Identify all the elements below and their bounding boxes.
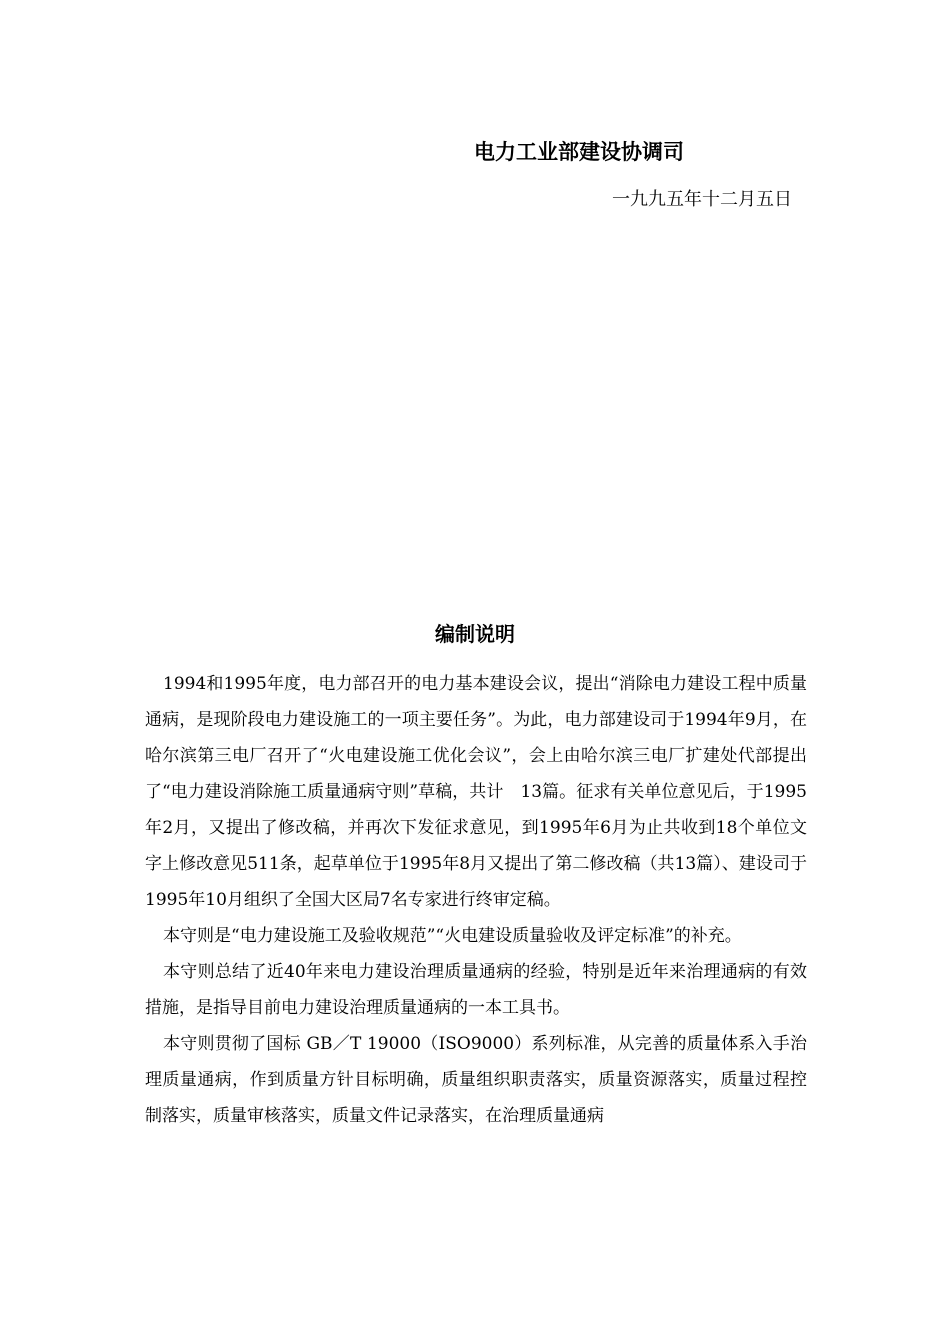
section-title: 编制说明 bbox=[435, 622, 515, 646]
issue-date: 一九九五年十二月五日 bbox=[612, 189, 792, 210]
section-body bbox=[145, 666, 807, 1134]
paragraph-4: 本守则贯彻了国标 GB／T 19000（ISO9000）系列标准，从完善的质量体系入手治理质量通病，作到质量方针目标明确，质量组织职责落实，质量资源落实，质量过程控制落实，质量审核落实，质量文件记录落实，在治理质量通病 bbox=[145, 1034, 807, 1126]
paragraph-3: 本守则总结了近40年来电力建设治理质量通病的经验，特别是近年来治理通病的有效措施，是指导目前电力建设治理质量通病的一本工具书。 bbox=[145, 962, 807, 1018]
paragraph-2: 本守则是“电力建设施工及验收规范”“火电建设质量验收及评定标准”的补充。 bbox=[163, 926, 742, 946]
paragraph-1: 1994和1995年度，电力部召开的电力基本建设会议，提出“消除电力建设工程中质量通病，是现阶段电力建设施工的一项主要任务”。为此，电力部建设司于1994年9月，在哈尔滨第三电厂召开了“火电建设施工优化会议”，会上由哈尔滨三电厂扩建处代部提出了“电力建设消除施工质量通病守则”草稿，共计 13篇。征求有关单位意见后，于1995年2月，又提出了修改稿，并再次下发征求意见，到1995年6月为止共收到18个单位文字上修改意见511条，起草单位于1995年8月又提出了第二修改稿（共13篇）、建设司于1995年10月组织了全国大区局7名专家进行终审定稿。 bbox=[145, 674, 807, 910]
issuing-organization: 电力工业部建设协调司 bbox=[474, 139, 684, 164]
